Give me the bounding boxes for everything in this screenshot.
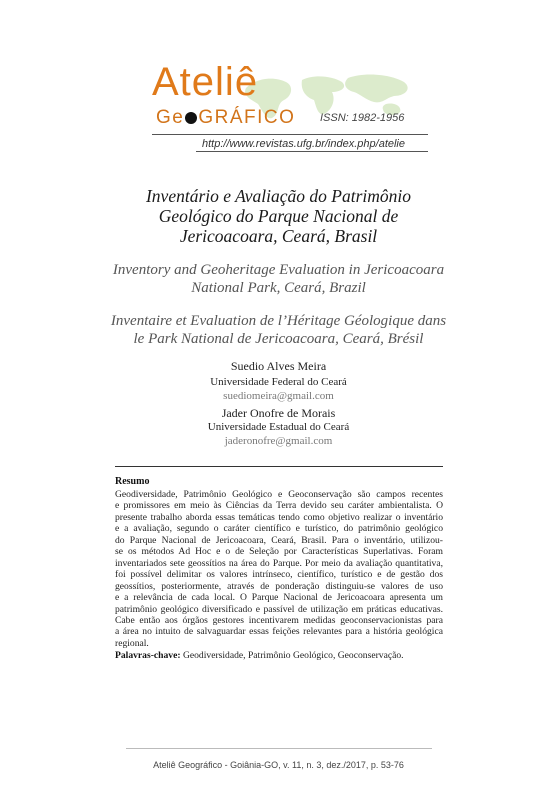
logo-dot-icon xyxy=(185,112,197,124)
title-fr-line: Inventaire et Evaluation de l’Héritage Géologique dans xyxy=(110,313,447,329)
abstract-line: presente trabalho aborda essas temáticas tendo como objetivo realizar o inventário xyxy=(115,511,443,523)
abstract-line: Cabe então aos órgãos gestores incentivarem medidas geoconservacionistas para xyxy=(115,614,443,626)
abstract-divider xyxy=(115,466,443,467)
abstract-line: do Parque Nacional de Jericoacoara, Ceará, Brasil. Para o inventário, utilizou- xyxy=(115,534,443,546)
footer-citation: Ateliê Geográfico - Goiânia-GO, v. 11, n. 3, dez./2017, p. 53-76 xyxy=(153,760,404,770)
keywords-list: Geodiversidade, Patrimônio Geológico, Geoconservação. xyxy=(182,650,404,661)
abstract-heading: Resumo xyxy=(115,476,150,487)
author-name: Suedio Alves Meira xyxy=(230,359,327,373)
title-french xyxy=(60,312,497,348)
logo-title-geografico xyxy=(156,108,295,127)
header-divider xyxy=(152,134,428,135)
keywords-label: Palavras-chave: xyxy=(115,650,181,661)
abstract-line: a área no intuito de salvaguardar essas feições relevantes para a história geológica xyxy=(115,626,443,638)
abstract-line: regional. xyxy=(115,637,149,649)
abstract-line: e a avaliação, segundo o caráter científico e turístico, do patrimônio geológico xyxy=(115,523,443,535)
title-en-line: National Park, Ceará, Brazil xyxy=(191,280,366,296)
title-pt-line: Inventário e Avaliação do Patrimônio xyxy=(145,186,412,206)
author-institution: Universidade Estadual do Ceará xyxy=(207,421,350,433)
abstract-line: foi possível delimitar os valores intrínseco, científico, turístico e de gestão dos xyxy=(115,569,443,581)
title-en-line: Inventory and Geoheritage Evaluation in Jericoacoara xyxy=(112,262,445,278)
url-underline xyxy=(196,151,428,152)
abstract-line: se os métodos Ad Hoc e o de Seleção por Características Superlativas. Foram xyxy=(115,546,443,558)
logo-title-atelie: Ateliê xyxy=(152,60,259,104)
author-email[interactable]: jaderonofre@gmail.com xyxy=(224,435,333,447)
author-email[interactable]: suediomeira@gmail.com xyxy=(223,390,334,402)
journal-url-link[interactable]: http://www.revistas.ufg.br/index.php/atelie xyxy=(202,138,405,150)
title-portuguese xyxy=(60,186,497,246)
logo-geo-part: Ge xyxy=(156,107,185,128)
title-pt-line: Jericoacoara, Ceará, Brasil xyxy=(179,226,378,246)
keywords xyxy=(115,650,455,661)
abstract-line: e a relevância de cada local. O Parque Nacional de Jericoacoara apresenta um xyxy=(115,592,443,604)
issn-label: ISSN: 1982-1956 xyxy=(320,112,405,124)
footer-divider xyxy=(126,748,432,749)
title-pt-line: Geológico do Parque Nacional de xyxy=(158,206,399,226)
author-institution: Universidade Federal do Ceará xyxy=(210,376,347,388)
abstract-line: inventariados sete geossítios na área do Parque. Por meio da avaliação quantitativa, xyxy=(115,557,443,569)
abstract-line: e promissores em meio às Ciências da Terra devido seu caráter ambientalista. O xyxy=(115,500,443,512)
abstract-line: geossítios, posteriormente, através de ponderação distinguiu-se valores de uso xyxy=(115,580,443,592)
abstract-line: Geodiversidade, Patrimônio Geológico e Geoconservação são campos recentes xyxy=(115,489,443,500)
abstract-body xyxy=(115,489,443,649)
title-english xyxy=(60,261,497,297)
title-fr-line: le Park National de Jericoacoara, Ceará, Brésil xyxy=(133,331,424,347)
abstract-line: patrimônio geológico diversificado e passível de utilização em práticas educativas. xyxy=(115,603,443,615)
logo-grafico-part: GRÁFICO xyxy=(198,107,296,128)
author-name: Jader Onofre de Morais xyxy=(221,406,336,420)
